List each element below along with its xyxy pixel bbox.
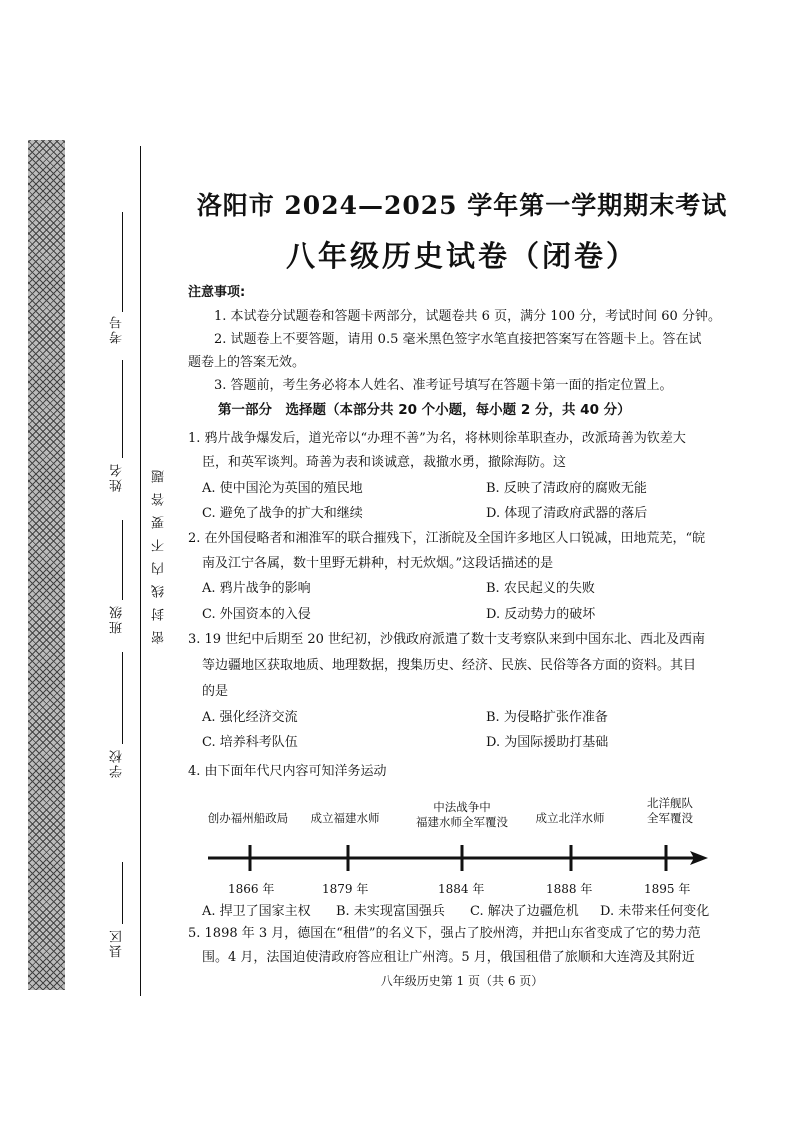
question-stem: 3. 19 世纪中后期至 20 世纪初，沙俄政府派遣了数十支考察队来到中国东北、西北及西南 <box>188 632 706 647</box>
section-heading: 第一部分 选择题（本部分共 20 个小题，每小题 2 分，共 40 分） <box>218 402 631 418</box>
timeline-event-label: 中法战争中 福建水师全军覆没 <box>416 800 508 829</box>
question-stem: 等边疆地区获取地质、地理数据，搜集历史、经济、民族、民俗等各方面的资料。其目 <box>202 658 697 673</box>
option: B. 未实现富国强兵 <box>336 904 445 919</box>
field-exam-no-label: 考号 <box>110 314 125 344</box>
question-stem: 2. 在外国侵略者和湘淮军的联合摧残下，江浙皖及全国许多地区人口锐减，田地荒芜，“皖 <box>188 531 706 546</box>
option: A. 捍卫了国家主权 <box>202 904 311 919</box>
field-district-label: 县区 <box>110 928 125 958</box>
field-name-line <box>122 360 123 458</box>
field-class-label: 班级 <box>110 604 125 634</box>
question-stem: 1. 鸦片战争爆发后，道光帝以“办理不善”为名，将林则徐革职查办，改派琦善为钦差大 <box>188 431 686 446</box>
option: C. 避免了战争的扩大和继续 <box>202 506 363 521</box>
option: A. 鸦片战争的影响 <box>202 581 311 596</box>
question-stem: 的是 <box>202 684 229 699</box>
field-school-line <box>122 652 123 744</box>
question-stem: 5. 1898 年 3 月，德国在“租借”的名义下，强占了胶州湾，并把山东省变成了它的势力范 <box>188 926 701 941</box>
question-stem: 臣，和英军谈判。琦善为表和谈诚意，裁撤水勇，撤除海防。这 <box>202 455 567 470</box>
binding-hatch-strip <box>28 140 65 990</box>
exam-subtitle: 八年级历史试卷（闭卷） <box>285 239 638 273</box>
option: D. 反动势力的破坏 <box>486 607 596 622</box>
timeline-year: 1888 年 <box>546 882 593 896</box>
option: D. 未带来任何变化 <box>600 904 710 919</box>
exam-title: 洛阳市 2024—2025 学年第一学期期末考试 <box>196 191 728 220</box>
question-stem: 围。4 月，法国迫使清政府答应租让广州湾。5 月，俄国租借了旅顺和大连湾及其附近 <box>202 950 695 965</box>
timeline-year: 1879 年 <box>322 882 369 896</box>
field-name-label: 姓名 <box>110 462 125 492</box>
notice-heading: 注意事项: <box>188 285 246 300</box>
notice-item: 2. 试题卷上不要答题，请用 0.5 毫米黑色签字水笔直接把答案写在答题卡上。答在试 <box>214 332 702 347</box>
page-footer: 八年级历史第 1 页（共 6 页） <box>380 974 544 988</box>
option: D. 为国际援助打基础 <box>486 735 609 750</box>
question-stem: 南及江宁各属，数十里野无耕种，村无炊烟。”这段话描述的是 <box>202 556 554 571</box>
timeline-axis <box>200 838 720 878</box>
option: B. 农民起义的失败 <box>486 581 595 596</box>
question-stem: 4. 由下面年代尺内容可知洋务运动 <box>188 764 387 779</box>
field-class-line <box>122 520 123 600</box>
timeline-year: 1866 年 <box>228 882 275 896</box>
binding-line <box>140 146 141 996</box>
notice-item: 题卷上的答案无效。 <box>188 355 306 370</box>
option: B. 为侵略扩张作准备 <box>486 710 608 725</box>
field-school-label: 学校 <box>110 748 125 778</box>
option: C. 培养科考队伍 <box>202 735 298 750</box>
option: C. 外国资本的入侵 <box>202 607 311 622</box>
field-exam-no-line <box>122 212 123 312</box>
seal-notice: 密封线内不要答题 <box>152 460 167 644</box>
field-district-line <box>122 862 123 924</box>
option: B. 反映了清政府的腐败无能 <box>486 481 647 496</box>
timeline-event-label: 成立福建水师 <box>310 811 380 825</box>
notice-item: 1. 本试卷分试题卷和答题卡两部分，试题卷共 6 页，满分 100 分，考试时间 60 分钟。 <box>214 309 721 324</box>
option: D. 体现了清政府武器的落后 <box>486 506 648 521</box>
timeline-year: 1895 年 <box>644 882 691 896</box>
option: C. 解决了边疆危机 <box>470 904 579 919</box>
timeline-event-label: 成立北洋水师 <box>535 811 605 825</box>
option: A. 强化经济交流 <box>202 710 298 725</box>
notice-item: 3. 答题前，考生务必将本人姓名、准考证号填写在答题卡第一面的指定位置上。 <box>214 378 673 393</box>
option: A. 使中国沦为英国的殖民地 <box>202 481 363 496</box>
timeline-year: 1884 年 <box>438 882 485 896</box>
timeline-event-label: 创办福州船政局 <box>207 811 289 825</box>
timeline-event-label: 北洋舰队 全军覆没 <box>647 796 693 825</box>
